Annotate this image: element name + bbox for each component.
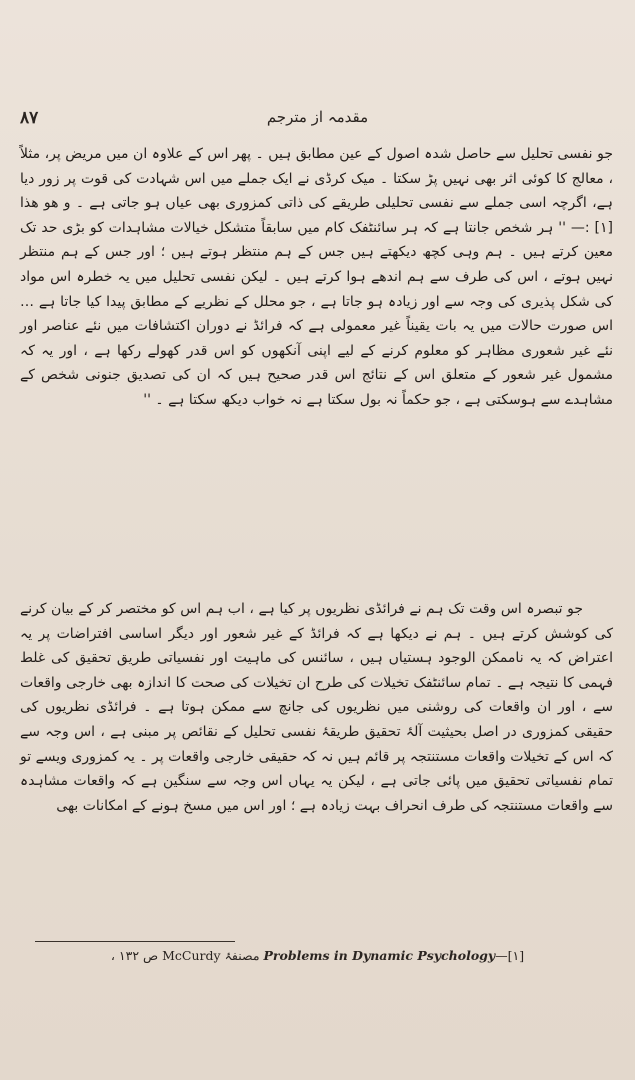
running-head: مقدمہ از مترجم	[266, 108, 369, 126]
page-header	[20, 108, 615, 134]
footnote-marker: [۱]	[507, 948, 525, 963]
footnote-author: McCurdy	[162, 948, 221, 963]
footnote-page-ref: ص ۱۳۲ ،	[110, 948, 159, 963]
page-number: ۸۷	[20, 108, 39, 128]
body-paragraph-2-block	[20, 597, 613, 818]
body-paragraph: جو تبصرہ اس وقت تک ہم نے فرائڈی نظریوں پر کیا ہے ، اب ہم اس کو مختصر کر کے بیان کرنے کی کوشش کرتے ہیں ۔ ہم نے دیکھا ہے کہ فرائڈ کے غیر شعور اور دیگر اساسی افتراضات پر یہ اعتراض کہ یہ ناممکن الوجود ہستیاں ہیں ، سائنس کی ماہیت اور نفسیاتی طریق تحقیق کی غلط فہمی کا نتیجہ ہے ۔ تمام سائنٹفک تخیلات کی طرح ان تخیلات کی صحت کا اندازہ بھی خارجی واقعات سے ، اور ان واقعات کی روشنی میں نظریوں کی جانچ سے ممکن ہوتا ہے ۔ فرائڈی نظریوں کی حقیقی کمزوری در اصل بحیثیت آلۂ تحقیق طریقۂ نفسی تحلیل کے نقائص پر مبنی ہے ، اس وجہ سے کہ اس کے تخیلات واقعات مستنتجہ پر قائم ہیں نہ کہ حقیقی خارجی واقعات پر ۔ یہ کمزوری ویسے تو تمام نفسیاتی تحقیق میں پائی جاتی ہے ، لیکن یہ یہاں اس وجہ سے سنگین ہے کہ واقعات مشاہدہ سے واقعات مستنتجہ کی طرف انحراف بہت زیادہ ہے ؛ اور اس میں مسخ ہونے کے امکانات بھی	[20, 601, 613, 814]
body-paragraph: جو نفسی تحلیل سے حاصل شدہ اصول کے عین مطابق ہیں ۔ پھر اس کے علاوہ ان میں مریض پر، مثلاً ، معالج کا کوئی اثر بھی نہیں پڑ سکتا ۔ میک کرڈی نے ایک جملے میں اس شہادت کی قوت پر زور دیا ہے، اگرچہ اسی جملے سے نفسی تحلیلی طریقے کی ذاتی کمزوری بھی عیاں ہو جاتی ہے ۔ و ھو ھذا [۱] :— '' ہر شخص جانتا ہے کہ ہر سائنٹفک کام میں سابقاً متشکل خیالات مشاہدات کو بڑی حد تک معین کرتے ہیں ۔ ہم وہی کچھ دیکھتے ہیں جس کے ہم منتظر ہوتے ہیں ؛ اور جس کے ہم منتظر نہیں ہوتے ، اس کی طرف سے ہم اندھے ہوا کرتے ہیں ۔ لیکن نفسی تحلیل میں یہ خطرہ اس مواد کی شکل پذیری کی وجہ سے اور زیادہ ہو جاتا ہے ، جو محلل کے نظریے کے مطابق پیدا کیا جاتا ہے … اس صورت حالات میں یہ بات یقیناً غیر معمولی ہے کہ فرائڈ نے دوران اکتشافات میں نئے عناصر اور نئے غیر شعوری مظاہر کو معلوم کرنے کے لیے اپنی آنکھوں کو اس قدر کھولے رکھا ہے ، اور یہ کہ مشمول غیر شعور کے متعلق اس کے نتائج اس قدر صحیح ہیں کہ ان کی تصدیق جنونی شخص کے مشاہدے سے ہوسکتی ہے ، جو حکماً نہ بول سکتا ہے نہ خواب دیکھ سکتا ہے ۔ ''	[20, 146, 613, 408]
footnote-label: مصنفۂ	[224, 948, 260, 963]
footnote-divider	[35, 941, 235, 942]
footnote	[40, 948, 595, 963]
footnote-dash: —	[495, 948, 508, 963]
body-paragraph-1-block	[20, 142, 613, 413]
footnote-book-title: Problems in Dynamic Psychology	[263, 948, 496, 963]
